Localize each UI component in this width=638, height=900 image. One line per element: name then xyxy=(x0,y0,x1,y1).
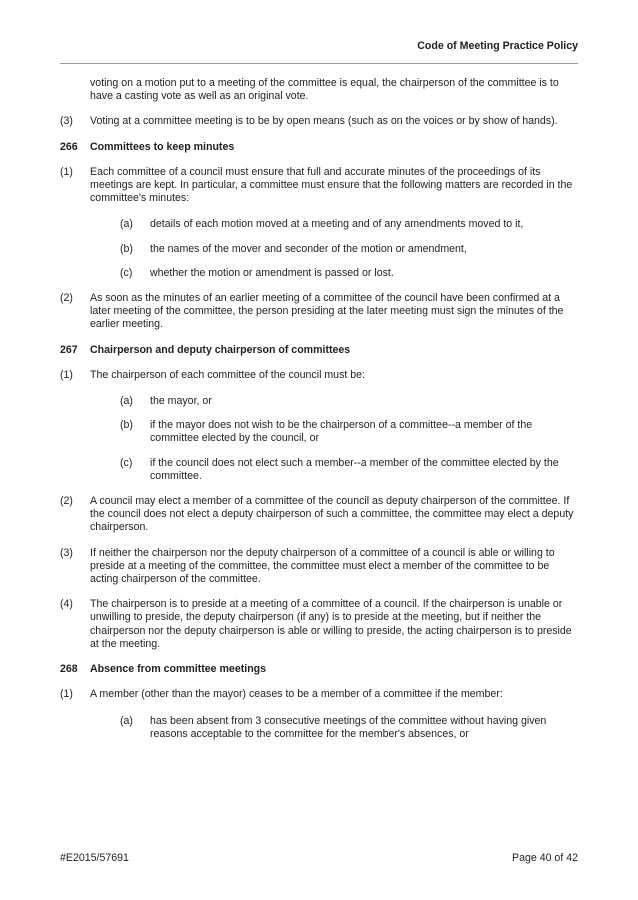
s266-paragraph-1 xyxy=(60,166,578,280)
paragraph-number: (2) xyxy=(60,495,73,508)
sub-item-text: if the mayor does not wish to be the chairperson of a committee--a member of the committee elected by the council, or xyxy=(150,419,533,445)
sub-item xyxy=(120,267,578,280)
paragraph-text: Each committee of a council must ensure that full and accurate minutes of the proceedings of its meetings are kept. In particular, a committee must ensure that the following matters are recorded in the committee's minutes: xyxy=(90,165,573,205)
sub-item xyxy=(120,419,578,445)
paragraph-number: (4) xyxy=(60,598,73,611)
sub-item-text: details of each motion moved at a meeting and of any amendments moved to it, xyxy=(150,218,524,231)
document-header-title: Code of Meeting Practice Policy xyxy=(417,40,578,52)
section-title: Committees to keep minutes xyxy=(90,140,235,153)
sub-item xyxy=(120,715,578,741)
section-number: 266 xyxy=(60,140,78,153)
paragraph-number: (3) xyxy=(60,546,73,559)
continued-paragraph: voting on a motion put to a meeting of the committee is equal, the chairperson of the committee is to have a casting vote as well as an original vote. xyxy=(90,77,559,103)
paragraph-number: (3) xyxy=(60,115,73,128)
paragraph-text: If neither the chairperson nor the deputy chairperson of a committee of a council is able or willing to preside at a meeting of the committee, the committee must elect a member of the committee to be acting chairperson of the committee. xyxy=(90,546,555,586)
paragraph-number: (1) xyxy=(60,368,73,381)
paragraph-text: As soon as the minutes of an earlier meeting of a committee of the council have been confirmed at a later meeting of the committee, the person presiding at the later meeting must sign the minutes of the earlier meeting. xyxy=(90,292,564,331)
paragraph-text: A member (other than the mayor) ceases to be a member of a committee if the member: xyxy=(90,688,503,701)
section-267-heading xyxy=(60,344,578,357)
s267-paragraph-2 xyxy=(60,495,578,535)
sub-item-text: the mayor, or xyxy=(150,395,212,408)
paragraph-number: (2) xyxy=(60,292,73,305)
paragraph-number: (1) xyxy=(60,165,73,178)
sub-item-list xyxy=(90,395,578,483)
document-body xyxy=(60,77,578,753)
s267-paragraph-4 xyxy=(60,598,578,651)
footer-page-number: Page 40 of 42 xyxy=(512,852,578,864)
sub-item-number: (b) xyxy=(120,242,133,255)
sub-item xyxy=(120,218,578,231)
s268-paragraph-1 xyxy=(60,688,578,741)
sub-item-number: (a) xyxy=(120,714,133,727)
section-number: 268 xyxy=(60,663,78,676)
sub-item xyxy=(120,243,578,256)
section-268-heading xyxy=(60,663,578,676)
section-title: Absence from committee meetings xyxy=(90,663,267,676)
header-divider xyxy=(60,63,578,64)
paragraph-text: The chairperson of each committee of the council must be: xyxy=(90,368,365,381)
sub-item-text: whether the motion or amendment is passed or lost. xyxy=(150,266,394,279)
sub-item-number: (b) xyxy=(120,419,133,432)
section-266-heading xyxy=(60,141,578,154)
paragraph-text: A council may elect a member of a committee of the council as deputy chairperson of the committee. If the council does not elect a deputy chairperson of such a committee, the committee may elect a deputy chairperson. xyxy=(90,495,574,534)
sub-item-number: (c) xyxy=(120,266,133,279)
sub-item-number: (a) xyxy=(120,218,133,231)
paragraph-number: (1) xyxy=(60,688,73,701)
sub-item-list xyxy=(90,218,578,280)
sub-item-text: has been absent from 3 consecutive meetings of the committee without having given reasons acceptable to the committee for the member's absences, or xyxy=(150,714,547,740)
s267-paragraph-1 xyxy=(60,369,578,483)
s266-paragraph-2 xyxy=(60,292,578,332)
s267-paragraph-3 xyxy=(60,547,578,587)
footer-document-id: #E2015/57691 xyxy=(60,852,129,864)
sub-item-text: if the council does not elect such a member--a member of the committee elected by the committee. xyxy=(150,456,559,482)
paragraph-text: The chairperson is to preside at a meeting of a committee of a council. If the chairperson is unable or unwilling to preside, the deputy chairperson (if any) is to preside at the meeting, but if neither the chairperson nor the deputy chairperson is able or willing to preside, the acting chairperson is to preside at the meeting. xyxy=(90,598,572,650)
sub-item xyxy=(120,395,578,408)
sub-item-number: (a) xyxy=(120,395,133,408)
sub-item-text: the names of the mover and seconder of the motion or amendment, xyxy=(150,242,467,255)
sub-item-list xyxy=(90,715,578,741)
paragraph-text: Voting at a committee meeting is to be by open means (such as on the voices or by show of hands). xyxy=(90,115,558,128)
paragraph-3 xyxy=(60,115,578,128)
sub-item-number: (c) xyxy=(120,456,133,469)
section-number: 267 xyxy=(60,343,78,356)
section-title: Chairperson and deputy chairperson of committees xyxy=(90,343,351,356)
sub-item xyxy=(120,457,578,483)
